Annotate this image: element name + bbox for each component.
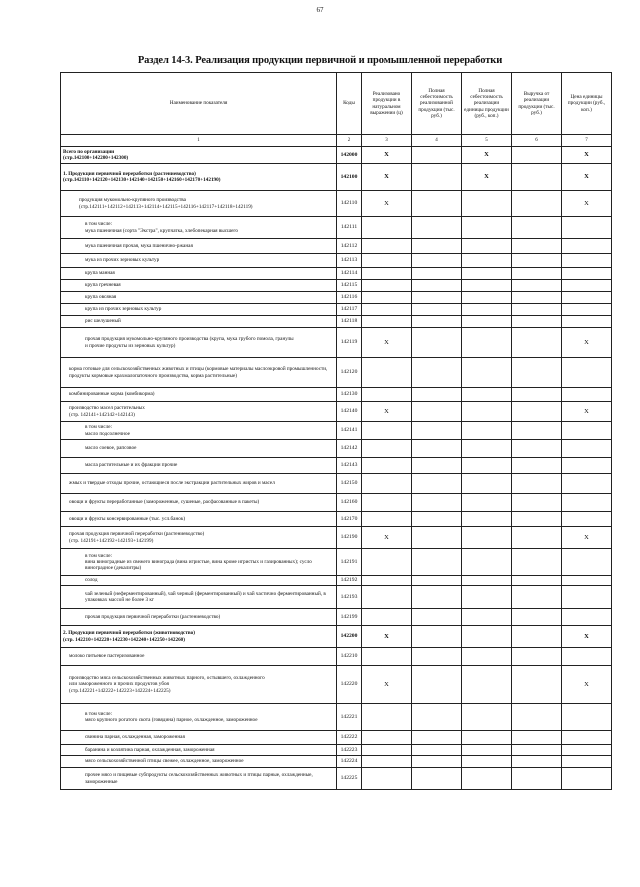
empty-cell [462, 268, 512, 280]
row-code: 142225 [337, 768, 362, 790]
row-label: корма готовые для сельскохозяйственных животных и птицы (кормовые материалы маслоэкровой промышленности, продукты кормовые крахмалопаточного производства, корма растительные) [61, 358, 337, 388]
empty-cell [562, 549, 612, 576]
empty-cell [462, 280, 512, 292]
table-row [61, 458, 612, 474]
empty-cell [362, 731, 412, 745]
table-row [61, 358, 612, 388]
row-label: прочая продукция первичной переработки (растениеводство) [61, 609, 337, 626]
empty-cell [412, 440, 462, 458]
x-mark-cell: X [562, 626, 612, 648]
x-mark-cell: X [362, 666, 412, 704]
empty-cell [412, 768, 462, 790]
empty-cell [512, 756, 562, 768]
table-row [61, 402, 612, 422]
empty-cell [462, 756, 512, 768]
empty-cell [412, 388, 462, 402]
empty-cell [562, 440, 612, 458]
column-number: 6 [512, 135, 562, 147]
empty-cell [562, 731, 612, 745]
empty-cell [412, 609, 462, 626]
empty-cell [512, 388, 562, 402]
column-number: 5 [462, 135, 512, 147]
empty-cell [362, 512, 412, 527]
empty-cell [412, 402, 462, 422]
table-row [61, 217, 612, 239]
row-label: крупа гречневая [61, 280, 337, 292]
table-row [61, 239, 612, 254]
empty-cell [362, 756, 412, 768]
empty-cell [362, 609, 412, 626]
empty-cell [562, 388, 612, 402]
x-mark-cell: X [362, 191, 412, 217]
empty-cell [412, 358, 462, 388]
row-code: 142210 [337, 648, 362, 666]
row-label: производство мяса сельскохозяйственных животных парного, остывшего, охлажденного или замороженного и прочих продуктов убоя (стр.142221+142222+142223+142224+142225) [61, 666, 337, 704]
empty-cell [412, 458, 462, 474]
empty-cell [412, 756, 462, 768]
empty-cell [362, 422, 412, 440]
row-label: мука из прочих зерновых культур [61, 254, 337, 268]
table-row [61, 586, 612, 609]
empty-cell [512, 316, 562, 328]
header-codes: Коды [337, 73, 362, 135]
empty-cell [462, 648, 512, 666]
empty-cell [462, 586, 512, 609]
empty-cell [512, 626, 562, 648]
empty-cell [412, 731, 462, 745]
row-code: 142222 [337, 731, 362, 745]
header-sold-quantity: Реализовано продукции в натуральном выражении (ц) [362, 73, 412, 135]
empty-cell [362, 474, 412, 494]
empty-cell [562, 239, 612, 254]
header-revenue: Выручка от реализации продукции (тыс. руб.) [512, 73, 562, 135]
empty-cell [412, 239, 462, 254]
empty-cell [362, 494, 412, 512]
empty-cell [412, 316, 462, 328]
section-title: Раздел 14-3. Реализация продукции первичной и промышленной переработки [137, 55, 503, 66]
row-label: крупа манная [61, 268, 337, 280]
empty-cell [512, 704, 562, 731]
empty-cell [412, 217, 462, 239]
header-indicator-name: Наименование показателя [61, 73, 337, 135]
empty-cell [412, 666, 462, 704]
empty-cell [562, 292, 612, 304]
table-row [61, 494, 612, 512]
row-label: овощи и фрукты переработанные (замороженные, сушеные, расфасованные в пакеты) [61, 494, 337, 512]
row-code: 142119 [337, 328, 362, 358]
empty-cell [412, 494, 462, 512]
empty-cell [562, 458, 612, 474]
empty-cell [512, 576, 562, 586]
row-code: 142118 [337, 316, 362, 328]
empty-cell [562, 586, 612, 609]
row-label: крупа из прочих зерновых культур [61, 304, 337, 316]
row-code: 142224 [337, 756, 362, 768]
empty-cell [562, 576, 612, 586]
row-label: мука пшеничная прочая, мука пшенично-ржаная [61, 239, 337, 254]
empty-cell [512, 164, 562, 191]
row-code: 142113 [337, 254, 362, 268]
x-mark-cell: X [562, 147, 612, 164]
row-label: масла растительные и их фракции прочие [61, 458, 337, 474]
empty-cell [412, 254, 462, 268]
empty-cell [362, 280, 412, 292]
empty-cell [562, 512, 612, 527]
empty-cell [562, 268, 612, 280]
row-code: 142221 [337, 704, 362, 731]
empty-cell [362, 304, 412, 316]
empty-cell [362, 648, 412, 666]
empty-cell [362, 388, 412, 402]
empty-cell [412, 648, 462, 666]
empty-cell [462, 494, 512, 512]
empty-cell [512, 458, 562, 474]
table-row [61, 512, 612, 527]
row-label: прочая продукция первичной переработки (растениеводство) (стр. 142191+142192+142193+142199) [61, 527, 337, 549]
table-row [61, 164, 612, 191]
table-row [61, 648, 612, 666]
row-code: 142150 [337, 474, 362, 494]
table-row [61, 268, 612, 280]
empty-cell [362, 549, 412, 576]
empty-cell [462, 576, 512, 586]
column-number: 4 [412, 135, 462, 147]
row-code: 142199 [337, 609, 362, 626]
row-label: молоко питьевое пастеризованное [61, 648, 337, 666]
row-label: баранина и козлятина парная, охлажденная, замороженная [61, 745, 337, 756]
x-mark-cell: X [562, 527, 612, 549]
empty-cell [362, 217, 412, 239]
empty-cell [412, 626, 462, 648]
empty-cell [512, 731, 562, 745]
empty-cell [412, 164, 462, 191]
column-number: 7 [562, 135, 612, 147]
table-row [61, 388, 612, 402]
x-mark-cell: X [462, 164, 512, 191]
empty-cell [462, 358, 512, 388]
empty-cell [412, 280, 462, 292]
empty-cell [512, 549, 562, 576]
table-row [61, 704, 612, 731]
empty-cell [362, 704, 412, 731]
row-label: прочая продукция мукомольно-крупяного производства (крупа, мука грубого помола, гранулы и прочие продукты из зерновых культур) [61, 328, 337, 358]
row-code: 142114 [337, 268, 362, 280]
empty-cell [562, 474, 612, 494]
empty-cell [462, 239, 512, 254]
x-mark-cell: X [462, 147, 512, 164]
empty-cell [562, 745, 612, 756]
row-label: прочее мясо и пищевые субпродукты сельскохозяйственных животных и птицы парные, охлажденные, замороженные [61, 768, 337, 790]
row-code: 142143 [337, 458, 362, 474]
empty-cell [462, 402, 512, 422]
table-row [61, 280, 612, 292]
x-mark-cell: X [562, 328, 612, 358]
row-code: 142120 [337, 358, 362, 388]
row-label: масло соевое, рапсовое [61, 440, 337, 458]
x-mark-cell: X [562, 666, 612, 704]
empty-cell [512, 147, 562, 164]
row-label: продукция мукомольно-крупяного производства (стр.142111+142112+142113+142114+142115+142116+142117+142118+142119) [61, 191, 337, 217]
empty-cell [562, 304, 612, 316]
x-mark-cell: X [562, 164, 612, 191]
table-row [61, 292, 612, 304]
empty-cell [412, 745, 462, 756]
row-label: жмых и твердые отходы прочие, остающиеся после экстракции растительных жиров и масел [61, 474, 337, 494]
row-code: 142223 [337, 745, 362, 756]
empty-cell [462, 422, 512, 440]
empty-cell [462, 731, 512, 745]
empty-cell [412, 586, 462, 609]
empty-cell [362, 268, 412, 280]
table-row [61, 147, 612, 164]
empty-cell [412, 422, 462, 440]
empty-cell [512, 254, 562, 268]
empty-cell [512, 648, 562, 666]
row-code: 142110 [337, 191, 362, 217]
row-code: 142000 [337, 147, 362, 164]
header-unit-price: Цена единицы продукции (руб., коп.) [562, 73, 612, 135]
empty-cell [562, 704, 612, 731]
table-row [61, 440, 612, 458]
header-unit-cost: Полная себестоимость реализации единицы продукции (руб., коп.) [462, 73, 512, 135]
empty-cell [562, 756, 612, 768]
empty-cell [562, 768, 612, 790]
empty-cell [562, 254, 612, 268]
row-label: Всего по организации (стр.142100+142200+142300) [61, 147, 337, 164]
empty-cell [362, 358, 412, 388]
empty-cell [462, 191, 512, 217]
empty-cell [412, 328, 462, 358]
empty-cell [512, 512, 562, 527]
x-mark-cell: X [362, 147, 412, 164]
row-code: 142220 [337, 666, 362, 704]
empty-cell [512, 280, 562, 292]
row-label: 2. Продукция первичной переработки (животноводство) (стр. 142210+142220+142230+142240+142250+142260) [61, 626, 337, 648]
empty-cell [412, 512, 462, 527]
empty-cell [512, 402, 562, 422]
row-label: мясо сельскохозяйственной птицы свежее, охлажденное, замороженное [61, 756, 337, 768]
empty-cell [512, 609, 562, 626]
row-code: 142190 [337, 527, 362, 549]
empty-cell [562, 609, 612, 626]
row-code: 142115 [337, 280, 362, 292]
row-code: 142116 [337, 292, 362, 304]
empty-cell [412, 292, 462, 304]
empty-cell [412, 147, 462, 164]
empty-cell [462, 440, 512, 458]
empty-cell [512, 268, 562, 280]
empty-cell [562, 217, 612, 239]
empty-cell [562, 316, 612, 328]
row-label: рис шелушеный [61, 316, 337, 328]
empty-cell [362, 768, 412, 790]
header-full-cost: Полная себестоимость реализованной продукции (тыс. руб.) [412, 73, 462, 135]
row-code: 142141 [337, 422, 362, 440]
empty-cell [462, 316, 512, 328]
empty-cell [462, 549, 512, 576]
empty-cell [462, 745, 512, 756]
table-row [61, 768, 612, 790]
empty-cell [512, 292, 562, 304]
row-label: в том числе: вина виноградные из свежего винограда (вина игристые, вина кроме игристых и газированных); сусло виноградное (декалитры) [61, 549, 337, 576]
row-label: в том числе: мука пшеничная (сорта "Экстра", крупчатка, хлебопекарная высшего [61, 217, 337, 239]
column-number: 3 [362, 135, 412, 147]
empty-cell [362, 576, 412, 586]
report-table [60, 72, 612, 790]
empty-cell [362, 239, 412, 254]
row-label: 1. Продукция первичной переработки (растениеводство) (стр.142110+142120+142130+142140+142150+142160+142170+142190) [61, 164, 337, 191]
empty-cell [462, 292, 512, 304]
empty-cell [512, 440, 562, 458]
empty-cell [462, 609, 512, 626]
table-row [61, 316, 612, 328]
x-mark-cell: X [362, 527, 412, 549]
empty-cell [362, 254, 412, 268]
empty-cell [462, 458, 512, 474]
row-label: солод [61, 576, 337, 586]
empty-cell [462, 328, 512, 358]
row-label: производство масел растительных (стр. 142141+142142+142143) [61, 402, 337, 422]
x-mark-cell: X [362, 164, 412, 191]
empty-cell [362, 292, 412, 304]
empty-cell [512, 586, 562, 609]
table-row [61, 609, 612, 626]
empty-cell [412, 527, 462, 549]
x-mark-cell: X [562, 402, 612, 422]
empty-cell [512, 474, 562, 494]
empty-cell [512, 422, 562, 440]
table-row [61, 745, 612, 756]
empty-cell [462, 626, 512, 648]
row-code: 142112 [337, 239, 362, 254]
empty-cell [512, 304, 562, 316]
empty-cell [562, 648, 612, 666]
empty-cell [362, 440, 412, 458]
row-code: 142142 [337, 440, 362, 458]
empty-cell [462, 474, 512, 494]
empty-cell [512, 358, 562, 388]
row-label: комбинированные корма (комбикорма) [61, 388, 337, 402]
page-number: 67 [316, 6, 324, 14]
empty-cell [462, 217, 512, 239]
table-row [61, 328, 612, 358]
empty-cell [462, 704, 512, 731]
x-mark-cell: X [362, 626, 412, 648]
empty-cell [412, 268, 462, 280]
table-row [61, 666, 612, 704]
table-body [61, 147, 612, 790]
empty-cell [512, 745, 562, 756]
row-code: 142191 [337, 549, 362, 576]
row-label: свинина парная, охлажденная, замороженная [61, 731, 337, 745]
empty-cell [412, 191, 462, 217]
table-row [61, 527, 612, 549]
empty-cell [462, 527, 512, 549]
row-code: 142140 [337, 402, 362, 422]
row-code: 142117 [337, 304, 362, 316]
table-row [61, 576, 612, 586]
table-row [61, 626, 612, 648]
empty-cell [412, 576, 462, 586]
table-row [61, 422, 612, 440]
empty-cell [412, 304, 462, 316]
row-code: 142160 [337, 494, 362, 512]
row-code: 142170 [337, 512, 362, 527]
table-row [61, 756, 612, 768]
table-row [61, 191, 612, 217]
empty-cell [412, 474, 462, 494]
empty-cell [362, 745, 412, 756]
empty-cell [412, 704, 462, 731]
table-row [61, 549, 612, 576]
empty-cell [462, 666, 512, 704]
row-label: в том числе: масло подсолнечное [61, 422, 337, 440]
empty-cell [512, 328, 562, 358]
empty-cell [512, 191, 562, 217]
column-number: 1 [61, 135, 337, 147]
empty-cell [512, 768, 562, 790]
empty-cell [462, 254, 512, 268]
row-code: 142192 [337, 576, 362, 586]
table-row [61, 731, 612, 745]
row-label: в том числе: мясо крупного рогатого скота (говядина) парное, охлажденное, замороженное [61, 704, 337, 731]
row-code: 142100 [337, 164, 362, 191]
empty-cell [462, 512, 512, 527]
row-code: 142111 [337, 217, 362, 239]
table-row [61, 254, 612, 268]
row-label: крупа овсяная [61, 292, 337, 304]
x-mark-cell: X [362, 328, 412, 358]
empty-cell [512, 666, 562, 704]
x-mark-cell: X [562, 191, 612, 217]
x-mark-cell: X [362, 402, 412, 422]
empty-cell [462, 304, 512, 316]
empty-cell [362, 586, 412, 609]
row-code: 142193 [337, 586, 362, 609]
row-label: овощи и фрукты консервированные (тыс. усл.банок) [61, 512, 337, 527]
row-code: 142130 [337, 388, 362, 402]
empty-cell [362, 316, 412, 328]
empty-cell [562, 494, 612, 512]
empty-cell [562, 358, 612, 388]
empty-cell [562, 422, 612, 440]
table-row [61, 474, 612, 494]
row-label: чай зеленый (неферментированный), чай черный (ферментированный) и чай частично ферментированный, в упаковках массой не более 3 кг [61, 586, 337, 609]
empty-cell [512, 217, 562, 239]
empty-cell [362, 458, 412, 474]
row-code: 142200 [337, 626, 362, 648]
empty-cell [462, 768, 512, 790]
empty-cell [512, 527, 562, 549]
empty-cell [462, 388, 512, 402]
empty-cell [412, 549, 462, 576]
table-row [61, 304, 612, 316]
empty-cell [512, 239, 562, 254]
column-number: 2 [337, 135, 362, 147]
empty-cell [512, 494, 562, 512]
empty-cell [562, 280, 612, 292]
